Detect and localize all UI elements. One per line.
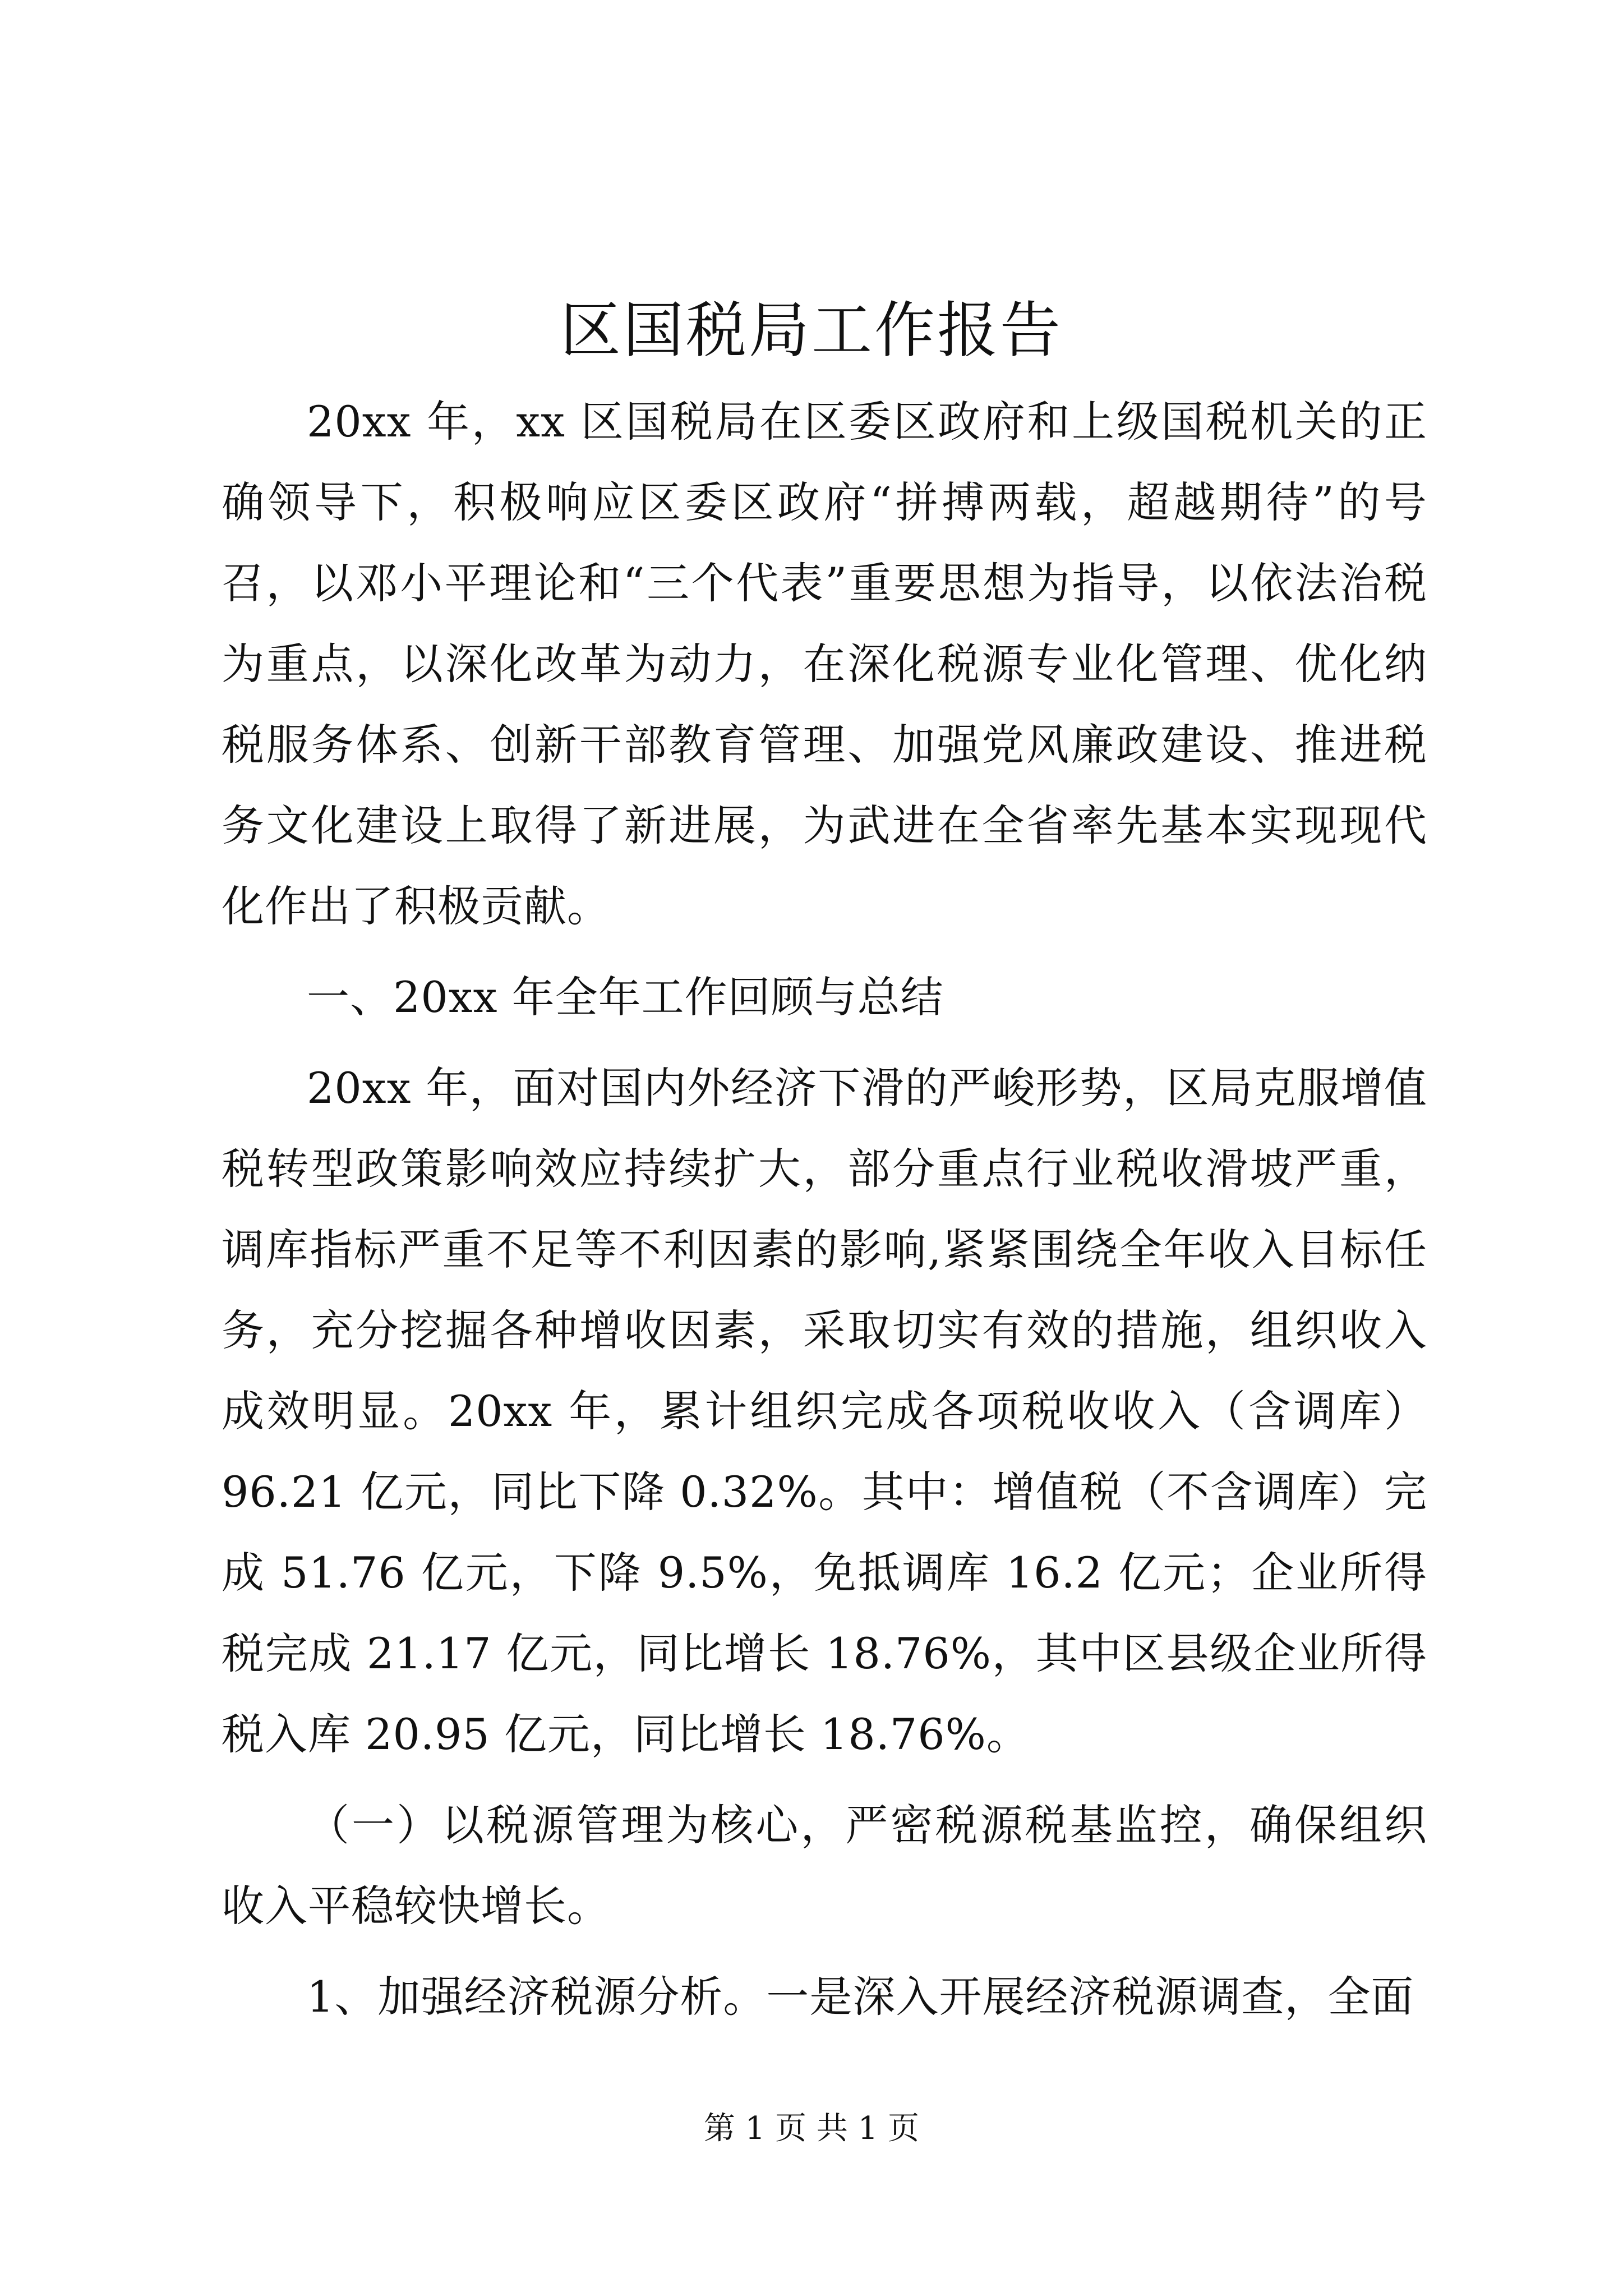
document-body [222, 381, 1427, 2037]
page-footer: 第 1 页 共 1 页 [703, 2110, 920, 2147]
paragraph-item-1: 1、加强经济税源分析。一是深入开展经济税源调查，全面 [307, 1972, 1414, 2022]
paragraph-revenue-summary: 20xx 年，面对国内外经济下滑的严峻形势，区局克服增值税转型政策影响效应持续扩大，部分重点行业税收滑坡严重，调库指标严重不足等不利因素的影响,紧紧围绕全年收入目标任务，充分挖掘各种增收因素，采取切实有效的措施，组织收入成效明显。20xx 年，累计组织完成各项税收收入（含调库）96.21 亿元，同比下降 0.32%。其中：增值税（不含调库）完成 51.76 亿元，下降 9.5%，免抵调库 16.2 亿元；企业所得税完成 21.17 亿元，同比增长 18.76%，其中区县级企业所得税入库 20.95 亿元，同比增长 18.76%。 [222, 1063, 1427, 1759]
subsection-heading-tax-source: （一）以税源管理为核心，严密税源税基监控，确保组织收入平稳较快增长。 [222, 1800, 1427, 1931]
document-title: 区国税局工作报告 [560, 296, 1063, 366]
paragraph-intro: 20xx 年，xx 区国税局在区委区政府和上级国税机关的正确领导下，积极响应区委区政府“拼搏两载，超越期待”的号召，以邓小平理论和“三个代表”重要思想为指导，以依法治税为重点，以深化改革为动力，在深化税源专业化管理、优化纳税服务体系、创新干部教育管理、加强党风廉政建设、推进税务文化建设上取得了新进展，为武进在全省率先基本实现现代化作出了积极贡献。 [222, 397, 1427, 931]
section-heading-review: 一、20xx 年全年工作回顾与总结 [307, 972, 944, 1022]
